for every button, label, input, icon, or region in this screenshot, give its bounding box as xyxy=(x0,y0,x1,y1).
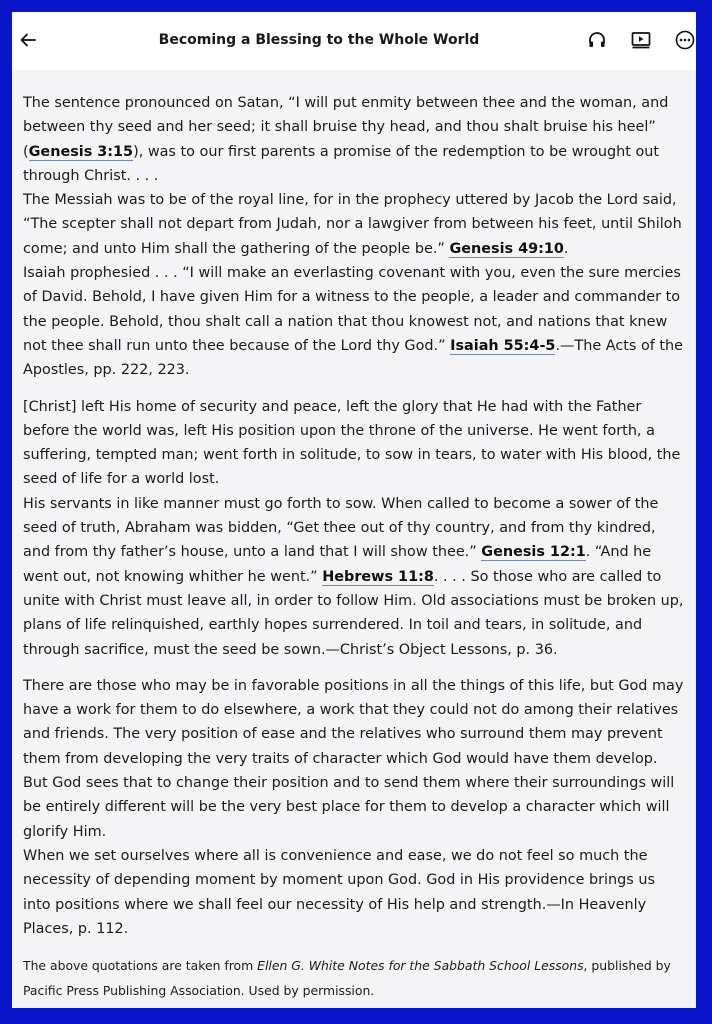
scripture-link[interactable]: Hebrews 11:8 xyxy=(322,568,434,585)
body-text: .—The Acts of the Apostles, pp. 222, 223. xyxy=(23,337,684,379)
book-title: Ellen G. White Notes for the Sabbath School Lessons xyxy=(257,958,584,974)
more-options-icon xyxy=(675,30,695,54)
footer-text: , published by Pacific Press Publishing Association. Used by permission. xyxy=(23,958,671,999)
scripture-link[interactable]: Isaiah 55:4-5 xyxy=(450,337,556,354)
reading-content xyxy=(12,70,696,1003)
scripture-link[interactable]: Genesis 12:1 xyxy=(481,544,586,561)
back-button[interactable] xyxy=(16,30,40,54)
body-text: The Messiah was to be of the royal line, for in the prophecy uttered by Jacob the Lord said, “The scepter shall not depart from Judah, nor a lawgiver from between his feet, until Shiloh come; and unto Him shall the gathering of the people be.” xyxy=(23,192,682,257)
text-block xyxy=(23,395,685,492)
text-block xyxy=(23,188,685,261)
text-block xyxy=(23,492,685,662)
more-button[interactable] xyxy=(673,30,696,54)
video-button[interactable] xyxy=(629,30,653,54)
body-text: When we set ourselves where all is convenience and ease, we do not feel so much the necessity of depending moment by moment upon God. God in His providence brings us into positions where we shall feel our necessity of His help and strength.—In Heavenly Places, p. 112. xyxy=(23,847,656,937)
body-text: The sentence pronounced on Satan, “I will put enmity between thee and the woman, and between thy seed and her seed; it shall bruise thy head, and thou shalt bruise his heel” ( xyxy=(23,95,669,160)
audio-button[interactable] xyxy=(585,30,609,54)
body-text: There are those who may be in favorable positions in all the things of this life, but God may have a work for them to do elsewhere, a work that they could not do among their relatives and friends. The very position of ease and the relatives who surround them may prevent them from developing the very traits of character which God would have them develop. But God sees that to change their position and to send them where their surroundings will be entirely different will be the very best place for them to develop a character which will glorify Him. xyxy=(23,677,684,840)
text-block xyxy=(23,844,685,941)
text-block xyxy=(23,91,685,188)
body-text: ), was to our first parents a promise of the redemption to be wrought out through Christ. . . . xyxy=(23,143,660,184)
quotation-paragraph xyxy=(23,395,685,662)
headphones-icon xyxy=(587,30,607,54)
body-text: His servants in like manner must go forth to sow. When called to become a sower of the seed of truth, Abraham was bidden, “Get thee out of thy country, and from thy kindred, and from thy father’s house, unto a land that I will show thee.” xyxy=(23,495,659,561)
play-video-icon xyxy=(631,30,651,54)
footer-text: The above quotations are taken from xyxy=(23,958,258,974)
page-title: Becoming a Blessing to the Whole World xyxy=(158,32,480,48)
attribution-footer xyxy=(23,953,685,1003)
body-text: . xyxy=(563,240,569,257)
quotation-paragraph xyxy=(23,674,685,941)
body-text: . “And he went out, not knowing whither he went.” xyxy=(23,544,652,585)
text-block xyxy=(23,674,685,844)
reader-window xyxy=(12,12,696,1008)
scripture-link[interactable]: Genesis 3:15 xyxy=(28,143,134,160)
body-text: Isaiah prophesied . . . “I will make an everlasting covenant with you, even the sure mercies of David. Behold, I have given Him for a witness to the people, a leader and commander to the people. Behold, thou shalt call a nation that thou knowest not, and nations that knew not thee shall run unto thee because of the Lord thy God.” xyxy=(23,265,681,354)
body-text: [Christ] left His home of security and peace, left the glory that He had with the Father before the world was, left His position upon the throne of the universe. He went forth, a suffering, tempted man; went forth in solitude, to sow in tears, to water with His blood, the seed of life for a world lost. xyxy=(23,398,681,488)
body-text: . . . . So those who are called to unite with Christ must leave all, in order to follow Him. Old associations must be broken up, plans of life relinquished, earthly hopes surrendered. In toil and tears, in solitude, and through sacrifice, must the seed be sown.—Christ’s Object Lessons, p. 36. xyxy=(23,568,684,658)
quotation-paragraph xyxy=(23,91,685,383)
arrow-left-icon xyxy=(19,31,37,53)
top-bar xyxy=(12,12,696,70)
scripture-link[interactable]: Genesis 49:10 xyxy=(449,240,564,257)
text-block xyxy=(23,261,685,382)
